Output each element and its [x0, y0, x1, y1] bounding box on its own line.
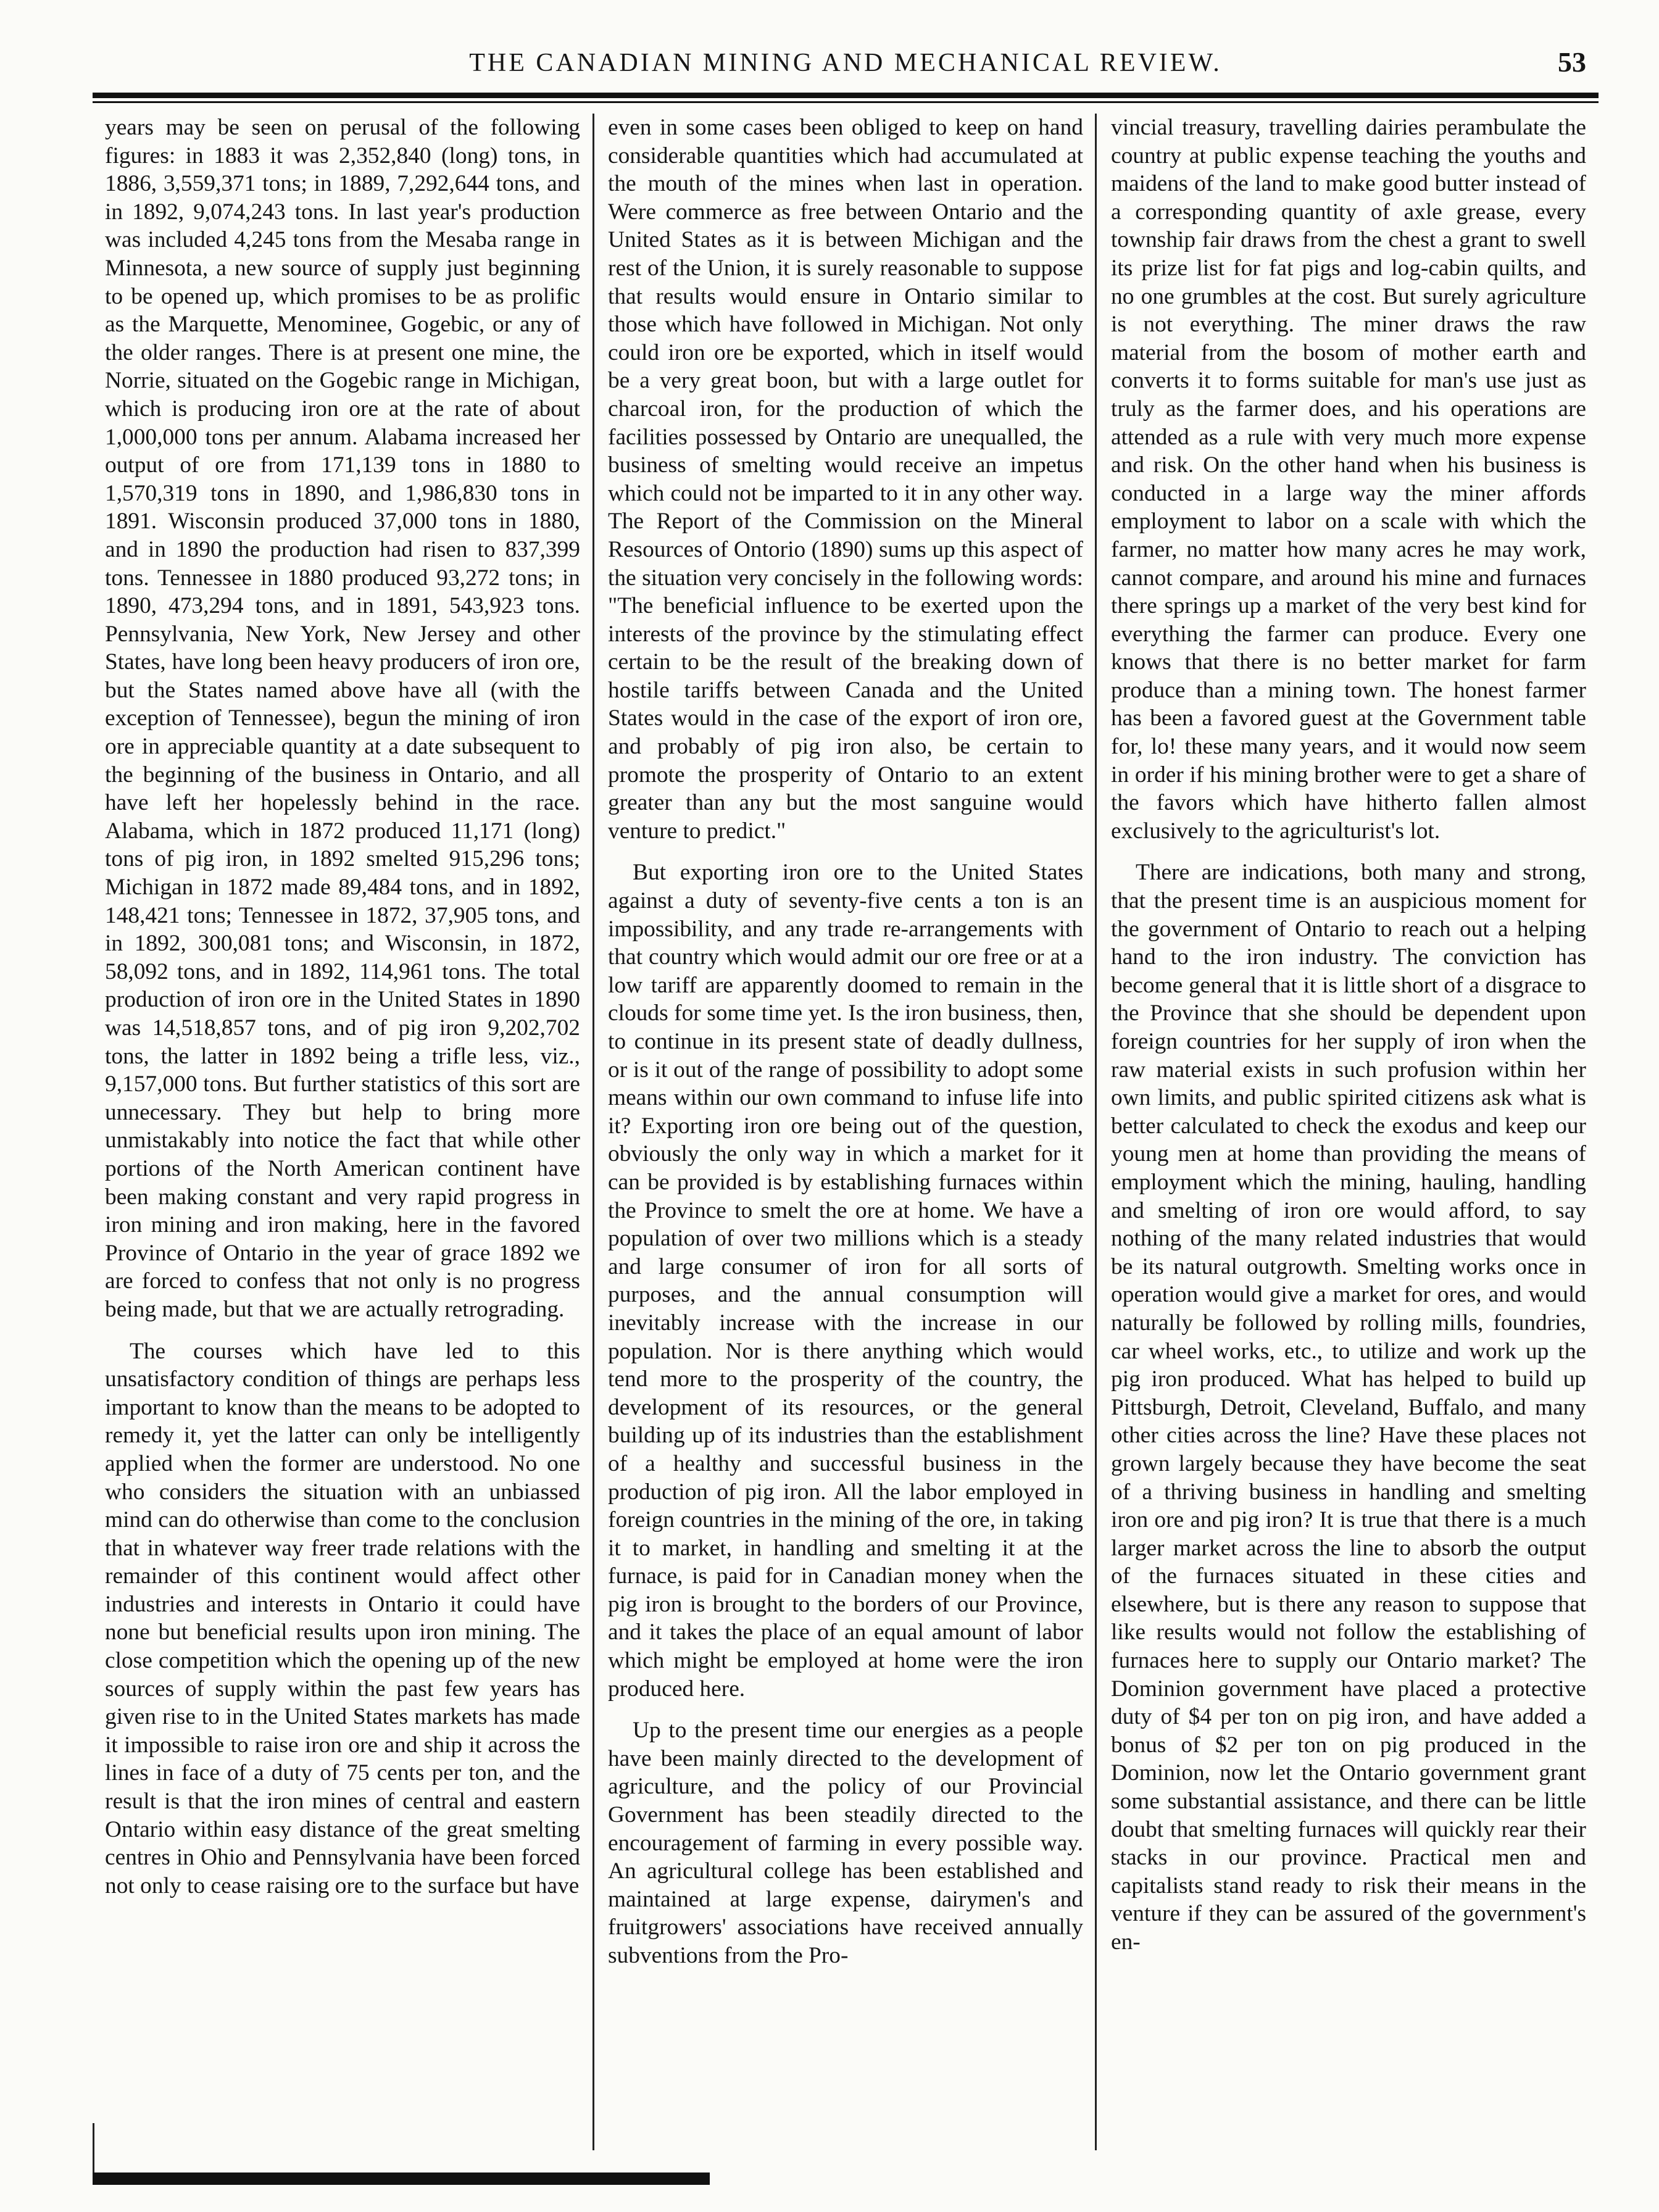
- journal-title: THE CANADIAN MINING AND MECHANICAL REVIEW.: [469, 49, 1222, 77]
- paragraph: Up to the present time our energies as a people have been mainly directed to the development of agriculture, and the policy of our Provincial Government has been steadily directed to the encouragement of farming in every possible way. An agricultural college has been established and maintained at large expense, dairymen's and fruitgrowers' associations have received annually subventions from the Pro-: [608, 1718, 1083, 1968]
- header-rule-thin: [93, 101, 1599, 103]
- paragraph: There are indications, both many and strong, that the present time is an auspicious moment for the government of Ontario to reach out a helping hand to the iron industry. The conviction has become general that it is little short of a disgrace to the Province that she should be dependent upon foreign countries for her supply of iron when the raw material exists in such profusion within her own limits, and public spirited citizens ask what is better calculated to check the exodus and keep our young men at home than providing the means of employment which the mining, hauling, handling and smelting of iron ore would afford, to say nothing of the many related industries that would be its natural outgrowth. Smelting works once in operation would give a market for ores, and would naturally be followed by rolling mills, foundries, car wheel works, etc., to utilize and work up the pig iron produced. What has helped to build up Pittsburgh, Detroit, Cleveland, Buffalo, and many other cities across the line? Have these places not grown largely because they have become the seat of a thriving business in handling and smelting iron ore and pig iron? It is true that there is a much larger market across the line to absorb the output of the furnaces situated in these cities and elsewhere, but is there any reason to suppose that like results would not follow the establishing of furnaces here to supply our Ontario market? The Dominion government have placed a protective duty of $4 per ton on pig iron, and have added a bonus of $2 per ton on pig produced in the Dominion, now let the Ontario government grant some substantial assistance, and there can be little doubt that smelting furnaces will quickly rear their stacks in our province. Practical men and capitalists stand ready to risk their means in the venture if they can be assured of the government's en-: [1111, 860, 1586, 1955]
- text-column-3: [1111, 114, 1586, 2119]
- paragraph: even in some cases been obliged to keep on hand considerable quantities which had accumulated at the mouth of the mines when last in operation. Were commerce as free between Ontario and the United States as it is between Michigan and the rest of the Union, it is surely reasonable to suppose that results would ensure in Ontario similar to those which have followed in Michigan. Not only could iron ore be exported, which in itself would be a very great boon, but with a large outlet for charcoal iron, for the production of which the facilities possessed by Ontario are unequalled, the business of smelting would receive an impetus which could not be imparted to it in any other way. The Report of the Commission on the Mineral Resources of Ontorio (1890) sums up this aspect of the situation very concisely in the following words: "The beneficial influence to be exerted upon the interests of the province by the stimulating effect certain to be the result of the breaking down of hostile tariffs between Canada and the United States would in the case of the export of iron ore, and probably of pig iron also, be certain to promote the prosperity of Ontario to an extent greater than any but the most sanguine would venture to predict.": [608, 115, 1083, 844]
- running-head: [93, 44, 1599, 88]
- paragraph: vincial treasury, travelling dairies perambulate the country at public expense teaching the youths and maidens of the land to make good butter instead of a corresponding quantity of axle grease, every township fair draws from the chest a grant to swell its prize list for fat pigs and log-cabin quilts, and no one grumbles at the cost. But surely agriculture is not everything. The miner draws the raw material from the bosom of mother earth and converts it to forms suitable for man's use just as truly as the farmer does, and his operations are attended as a rule with very much more expense and risk. On the other hand when his business is conducted in a large way the miner affords employment to labor on a scale with which the farmer, no matter how many acres he may work, cannot compare, and around his mine and furnaces there springs up a market of the very best kind for everything the farmer can produce. Every one knows that there is no better market for farm produce than a mining town. The honest farmer has been a favored guest at the Government table for, lo! these many years, and it would now seem in order if his mining brother were to get a share of the favors which have hitherto fallen almost exclusively to the agriculturist's lot.: [1111, 115, 1586, 844]
- column-divider: [592, 114, 594, 2150]
- paragraph: years may be seen on perusal of the following figures: in 1883 it was 2,352,840 (long) tons, in 1886, 3,559,371 tons; in 1889, 7,292,644 tons, and in 1892, 9,074,243 tons. In last year's production was included 4,245 tons from the Mesaba range in Minnesota, a new source of supply just beginning to be opened up, which promises to be as prolific as the Marquette, Menominee, Gogebic, or any of the older ranges. There is at present one mine, the Norrie, situated on the Gogebic range in Michigan, which is producing iron ore at the rate of about 1,000,000 tons per annum. Alabama increased her output of ore from 171,139 tons in 1880 to 1,570,319 tons in 1890, and 1,986,830 tons in 1891. Wisconsin produced 37,000 tons in 1880, and in 1890 the production had risen to 837,399 tons. Tennessee in 1880 produced 93,272 tons; in 1890, 473,294 tons, and in 1891, 543,923 tons. Pennsylvania, New York, New Jersey and other States, have long been heavy producers of iron ore, but the States named above have all (with the exception of Tennessee), begun the mining of iron ore in appreciable quantity at a date subsequent to the beginning of the business in Ontario, and all have left her hopelessly behind in the race. Alabama, which in 1872 produced 11,171 (long) tons of pig iron, in 1892 smelted 915,296 tons; Michigan in 1872 made 89,484 tons, and in 1892, 148,421 tons; Tennessee in 1872, 37,905 tons, and in 1892, 300,081 tons; and Wisconsin, in 1872, 58,092 tons, and in 1892, 114,961 tons. The total production of iron ore in the United States in 1890 was 14,518,857 tons, and of pig iron 9,202,702 tons, the latter in 1892 being a trifle less, viz., 9,157,000 tons. But further statistics of this sort are unnecessary. They but help to bring more unmistakably into notice the fact that while other portions of the North American continent have been making constant and very rapid progress in iron mining and iron making, here in the favored Province of Ontario in the year of grace 1892 we are forced to confess that not only is no progress being made, but that we are actually retrograding.: [105, 115, 580, 1322]
- text-column-2: [608, 114, 1083, 2119]
- text-column-1: [105, 114, 580, 2119]
- paragraph: But exporting iron ore to the United States against a duty of seventy-five cents a ton is an impossibility, and any trade re-arrangements with that country which would admit our ore free or at a low tariff are apparently doomed to remain in the clouds for some time yet. Is the iron business, then, to continue in its present state of deadly dullness, or is it out of the range of possibility to adopt some means within our own command to infuse life into it? Exporting iron ore being out of the question, obviously the only way in which a market for it can be provided is by establishing furnaces within the Province to smelt the ore at home. We have a population of over two millions which is a steady and large consumer of iron for all sorts of purposes, and the annual consumption will inevitably increase with the increase in our population. Nor is there anything which would tend more to the prosperity of the country, the development of its resources, or the general building up of its industries than the establishment of a healthy and successful business in the production of pig iron. All the labor employed in foreign countries in the mining of the ore, in taking it to market, in handling and smelting it at the furnace, is paid for in Canadian money when the pig iron is brought to the borders of our Province, and it takes the place of an equal amount of labor which might be employed at home were the iron produced here.: [608, 860, 1083, 1702]
- bottom-ink-bar: [93, 2172, 710, 2185]
- header-rule-thick: [93, 93, 1599, 98]
- column-divider: [1095, 114, 1097, 2150]
- paragraph: The courses which have led to this unsatisfactory condition of things are perhaps less important to know than the means to be adopted to remedy it, yet the latter can only be intelligently applied when the former are understood. No one who considers the situation with an unbiassed mind can do otherwise than come to the conclusion that in whatever way freer trade relations with the remainder of this continent would affect other industries and interests in Ontario it could have none but beneficial results upon iron mining. The close competition which the opening up of the new sources of supply within the past few years has given rise to in the United States markets has made it impossible to raise iron ore and ship it across the lines in face of a duty of 75 cents per ton, and the result is that the iron mines of central and eastern Ontario within easy distance of the great smelting centres in Ohio and Pennsylvania have been forced not only to cease raising ore to the surface but have: [105, 1338, 580, 1898]
- page-number: 53: [1558, 46, 1586, 78]
